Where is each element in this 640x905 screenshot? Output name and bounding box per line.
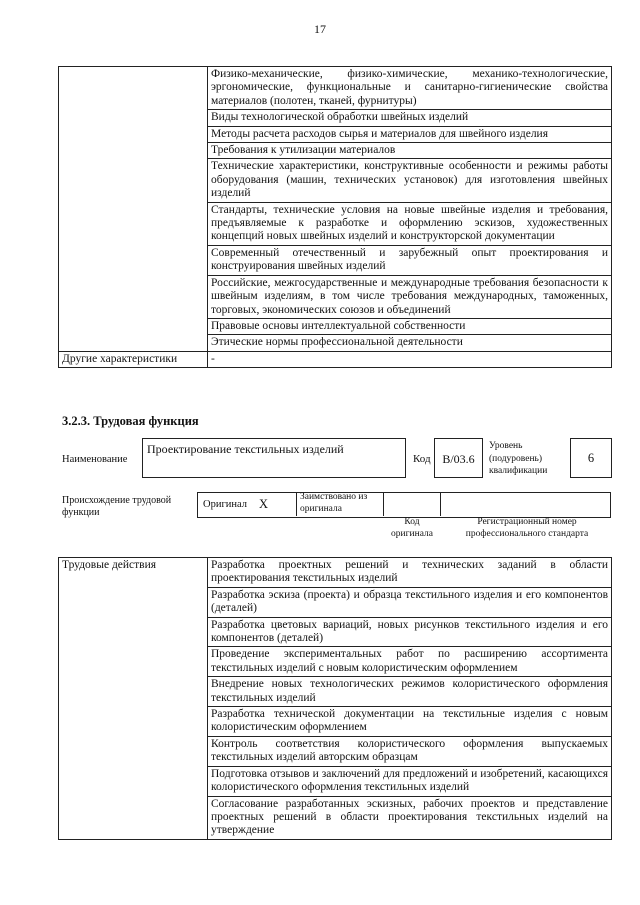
knowledge-requirements-table (58, 66, 612, 368)
origin-label: Происхождение трудовой функции (62, 495, 172, 518)
origin-code-caption: Код оригинала (391, 517, 433, 539)
category-cell-empty (59, 67, 208, 352)
level-value: 6 (587, 451, 595, 465)
labor-actions-table (58, 557, 612, 840)
other-characteristics-value: - (208, 351, 612, 367)
table-row (59, 351, 612, 367)
origin-divider (383, 492, 384, 516)
origin-divider (296, 492, 297, 516)
level-box (570, 438, 612, 478)
section-heading: 3.2.3. Трудовая функция (62, 414, 199, 428)
action-item: Разработка цветовых вариаций, новых рисунков текстильного изделия и его компонентов (деталей) (208, 617, 612, 647)
requirement-item: Виды технологической обработки швейных изделий (208, 110, 612, 126)
action-item: Внедрение новых технологических режимов колористического оформления текстильных изделий (208, 677, 612, 707)
name-label: Наименование (62, 454, 128, 465)
action-item: Проведение экспериментальных работ по расширению ассортимента текстильных изделий с новым колористическим оформлением (208, 647, 612, 677)
table-row (59, 67, 612, 110)
requirement-item: Стандарты, технические условия на новые швейные изделия и требования, предъявляемые к разработке и оформлению эскизов, художественных концепций новых швейных изделий и конструкторской документации (208, 202, 612, 245)
level-label: Уровень (подуровень) квалификации (489, 441, 548, 476)
code-label: Код (413, 453, 431, 465)
labor-actions-label: Трудовые действия (59, 558, 208, 840)
requirement-item: Технические характеристики, конструктивные особенности и режимы работы оборудования (машин, технических установок) для изготовления швейных изделий (208, 159, 612, 202)
requirement-item: Этические нормы профессиональной деятельности (208, 335, 612, 351)
requirement-item: Правовые основы интеллектуальной собственности (208, 318, 612, 334)
code-value: В/03.6 (442, 452, 475, 466)
function-name: Проектирование текстильных изделий (147, 442, 344, 456)
requirement-item: Требования к утилизации материалов (208, 143, 612, 159)
requirement-item: Физико-механические, физико-химические, механико-технологические, эргономические, функциональные и санитарно-гигиенические свойства материалов (полотен, тканей, фурнитуры) (208, 67, 612, 110)
requirement-item: Методы расчета расходов сырья и материалов для швейного изделия (208, 126, 612, 142)
origin-divider (440, 492, 441, 516)
action-item: Контроль соответствия колористического оформления выпускаемых текстильных изделий авторским образцам (208, 736, 612, 766)
page-number: 17 (314, 22, 326, 36)
code-box (434, 438, 483, 478)
borrowed-label: Заимствовано из оригинала (300, 492, 368, 514)
action-item: Согласование разработанных эскизных, рабочих проектов и представление проектных решений в области проектирования текстильных изделий на утверждение (208, 796, 612, 839)
requirement-item: Российские, межгосударственные и международные требования безопасности к швейным изделиям, в том числе требования международных, таможенных, торговых, экономических союзов и объединений (208, 275, 612, 318)
action-item: Разработка технической документации на текстильные изделия с новым колористическим оформлением (208, 707, 612, 737)
action-item: Подготовка отзывов и заключений для предложений и изобретений, касающихся колористического оформления текстильных изделий (208, 766, 612, 796)
action-item: Разработка эскиза (проекта) и образца текстильного изделия и его компонентов (деталей) (208, 587, 612, 617)
reg-number-caption: Регистрационный номер профессионального стандарта (465, 517, 589, 539)
table-row (59, 558, 612, 588)
name-box (142, 438, 406, 478)
other-characteristics-label: Другие характеристики (59, 351, 208, 367)
original-label: Оригинал (203, 499, 247, 510)
requirement-item: Современный отечественный и зарубежный опыт проектирования и конструирования швейных изделий (208, 245, 612, 275)
action-item: Разработка проектных решений и технических заданий в области проектирования текстильных изделий (208, 558, 612, 588)
original-mark: X (259, 497, 269, 511)
